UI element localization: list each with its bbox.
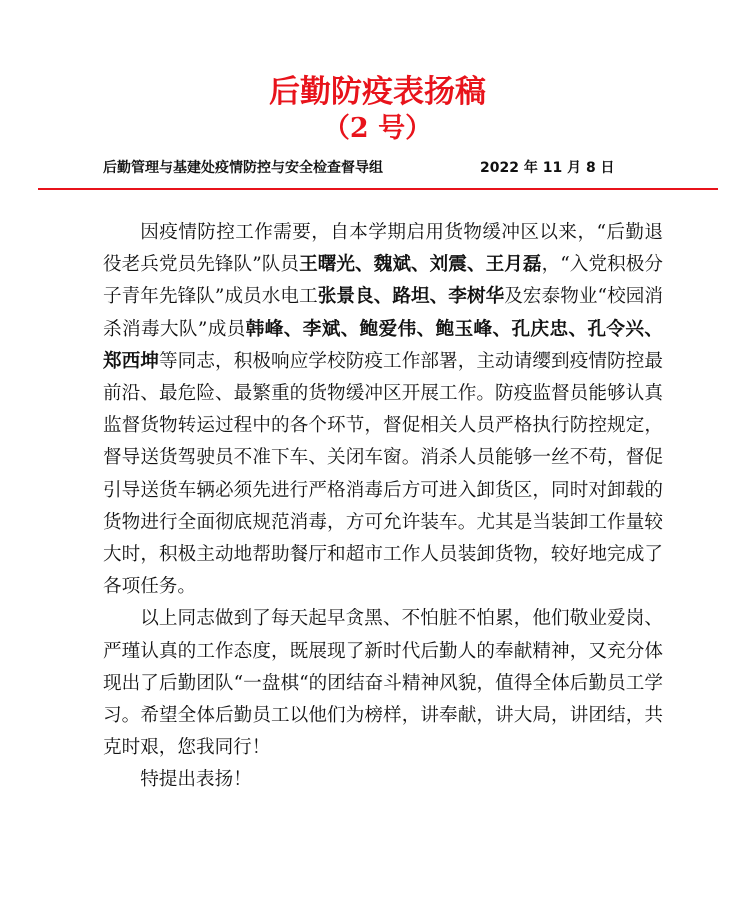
- honoree-names-disinfection: 韩峰、李斌、鲍爱伟、鲍玉峰、孔庆忠、孔令兴、郑西坤: [103, 318, 663, 372]
- issue-number: （2 号）: [322, 113, 433, 144]
- paragraph-1: [103, 217, 663, 603]
- paragraph-1-text-c: 及宏泰物业“校园消杀消毒大队”成员: [103, 286, 663, 340]
- paragraph-1-text-d: 等同志，积极响应学校防疫工作部署，主动请缨到疫情防控最前沿、最危险、最繁重的货物缓冲区开展工作。防疫监督员能够认真监督货物转运过程中的各个环节，督促相关人员严格执行防控规定，督导送货驾驶员不准下车、关闭车窗。消杀人员能够一丝不苟，督促引导送货车辆必须先进行严格消毒后方可进入卸货区，同时对卸载的货物进行全面彻底规范消毒，方可允许装车。尤其是当装卸工作量较大时，积极主动地帮助餐厅和超市工作人员装卸货物，较好地完成了各项任务。: [103, 350, 663, 598]
- honoree-names-youth: 张景良、路坦、李树华: [317, 286, 505, 308]
- paragraph-2: 以上同志做到了每天起早贪黑、不怕脏不怕累，他们敬业爱岗、严瑾认真的工作态度，既展现了新时代后勤人的奉献精神，又充分体现出了后勤团队“一盘棋“的团结奋斗精神风貌，值得全体后勤员工学习。希望全体后勤员工以他们为榜样，讲奉献，讲大局，讲团结，共克时艰，您我同行！: [103, 608, 663, 759]
- paragraph-1-text-b: ，“入党积极分子青年先锋队”成员水电工: [103, 254, 663, 308]
- header-divider: [38, 188, 718, 190]
- document-title: 后勤防疫表扬稿: [269, 74, 486, 110]
- paragraph-3: 特提出表扬！: [140, 769, 252, 791]
- paragraph-1-text-a: 因疫情防控工作需要，自本学期启用货物缓冲区以来，“后勤退役老兵党员先锋队”队员: [103, 222, 663, 276]
- honoree-names-veterans: 王曙光、魏斌、刘震、王月磊: [299, 254, 542, 276]
- issuing-department: 后勤管理与基建处疫情防控与安全检查督导组: [103, 160, 383, 176]
- issue-date: 2022 年 11 月 8 日: [480, 160, 615, 176]
- document-body: [103, 217, 663, 797]
